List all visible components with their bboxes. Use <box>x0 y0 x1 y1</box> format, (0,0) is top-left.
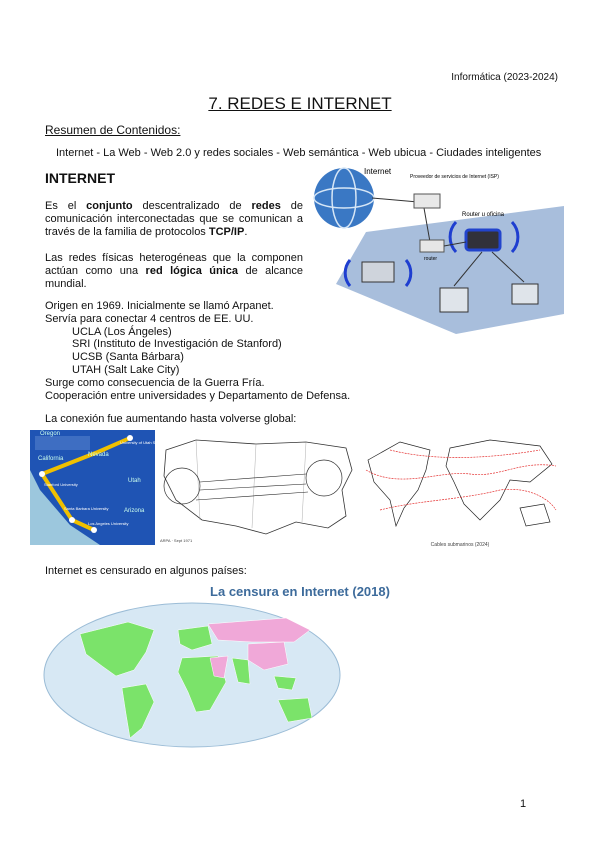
center-item: UCLA (Los Ángeles) <box>72 325 172 338</box>
node-label: Santa Barbara University <box>64 506 109 511</box>
censorship-caption: Internet es censurado en algunos países: <box>45 565 247 577</box>
center-item: SRI (Instituto de Investigación de Stanford) <box>72 338 282 351</box>
node-label: Los Angeles University <box>88 521 129 526</box>
network-diagram <box>306 164 564 336</box>
node-label: University of Utah Salt Lake City <box>120 440 178 445</box>
section-heading: INTERNET <box>45 170 115 186</box>
isp-server-icon <box>414 194 440 208</box>
desktop-icon <box>440 288 468 312</box>
origin-line: Surge como consecuencia de la Guerra Fría. <box>45 376 265 389</box>
state-label: Oregon <box>40 431 61 437</box>
isp-label: Proveedor de servicios de Internet (ISP) <box>410 174 499 180</box>
origin-line: Origen en 1969. Inicialmente se llamó Arpanet. <box>45 300 274 312</box>
origin-line: Servía para conectar 4 centros de EE. UU. <box>45 312 254 325</box>
world-cable-map <box>360 430 560 548</box>
router-icon <box>420 240 444 252</box>
censorship-world-map <box>42 600 342 750</box>
growth-caption: La conexión fue aumentando hasta volverse global: <box>45 413 297 425</box>
summary-topics: Internet - La Web - Web 2.0 y redes sociales - Web semántica - Web ubicua - Ciudades inteligentes <box>56 147 542 159</box>
wireless-router-icon <box>466 230 500 250</box>
state-label: Nevada <box>88 452 109 458</box>
course-header: Informática (2023-2024) <box>451 72 558 83</box>
censorship-map-title: La censura en Internet (2018) <box>210 584 390 599</box>
us-network-map <box>156 430 358 545</box>
router-label: router <box>424 256 438 262</box>
paragraph-logical-network: Las redes físicas heterogéneas que la componen actúan como una red lógica única de alcance mundial. <box>45 252 304 290</box>
page-title: 7. REDES E INTERNET <box>208 94 392 113</box>
summary-heading: Resumen de Contenidos: <box>45 123 181 137</box>
state-label: California <box>38 456 64 462</box>
state-label: Arizona <box>124 508 145 514</box>
laptop-icon <box>362 262 394 282</box>
center-item: UTAH (Salt Lake City) <box>72 363 180 376</box>
origin-list <box>45 300 350 402</box>
laptop-icon-right <box>512 284 538 304</box>
world-map-caption: Cables submarinos (2024) <box>430 542 490 548</box>
office-label: Router u oficina <box>462 212 505 218</box>
internet-label: Internet <box>364 167 392 176</box>
globe-icon <box>314 168 374 228</box>
paragraph-definition: Es el conjunto descentralizado de redes de comunicación interconectadas que se comunican a través de la familia de protocolos TCP/IP. <box>45 200 304 238</box>
map-credit: ARPA · Sept 1971 <box>160 538 193 543</box>
origin-line: Cooperación entre universidades y Departamento de Defensa. <box>45 389 351 402</box>
state-label: Utah <box>128 478 141 484</box>
page-number: 1 <box>520 798 527 810</box>
center-item: UCSB (Santa Bárbara) <box>72 351 184 364</box>
node-label: Stanford University <box>44 482 78 487</box>
